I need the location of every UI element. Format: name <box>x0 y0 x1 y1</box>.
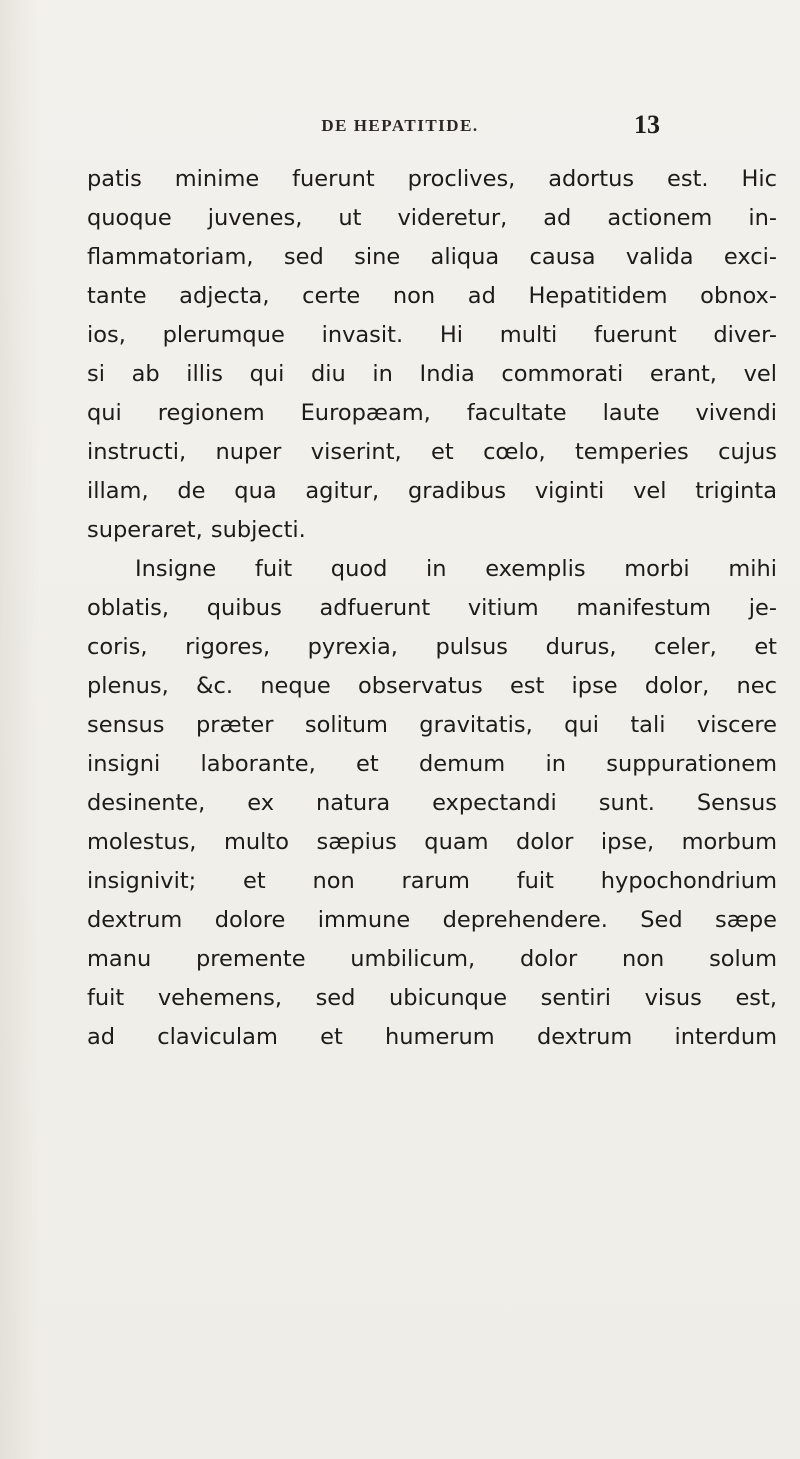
text-line: molestus, multo sæpius quam dolor ipse, morbum <box>87 829 777 855</box>
text-line: ios, plerumque invasit. Hi multi fuerunt diver- <box>87 322 777 348</box>
text-line: instructi, nuper viserint, et cœlo, temperies cujus <box>87 439 777 465</box>
text-line: si ab illis qui diu in India commorati erant, vel <box>87 361 777 387</box>
text-line: plenus, &c. neque observatus est ipse dolor, nec <box>87 673 777 699</box>
text-line: flammatoriam, sed sine aliqua causa valida exci- <box>87 244 777 270</box>
text-line: fuit vehemens, sed ubicunque sentiri visus est, <box>87 985 777 1011</box>
page-header <box>0 110 800 148</box>
running-head: DE HEPATITIDE. <box>321 116 479 135</box>
text-line: dextrum dolore immune deprehendere. Sed sæpe <box>87 907 777 933</box>
text-line: illam, de qua agitur, gradibus viginti vel triginta <box>87 478 777 504</box>
text-line: quoque juvenes, ut videretur, ad actionem in- <box>87 205 777 231</box>
page-number: 13 <box>634 110 660 139</box>
body-text <box>87 160 777 1057</box>
text-line: superaret, subjecti. <box>87 517 306 543</box>
text-line: insigni laborante, et demum in suppurationem <box>87 751 777 777</box>
text-line: patis minime fuerunt proclives, adortus est. Hic <box>87 166 777 192</box>
text-line: insignivit; et non rarum fuit hypochondrium <box>87 868 777 894</box>
paragraph-start-line: Insigne fuit quod in exemplis morbi mihi <box>135 556 777 582</box>
text-line: tante adjecta, certe non ad Hepatitidem obnox- <box>87 283 777 309</box>
text-line: qui regionem Europæam, facultate laute vivendi <box>87 400 777 426</box>
text-line: coris, rigores, pyrexia, pulsus durus, celer, et <box>87 634 777 660</box>
text-line: oblatis, quibus adfuerunt vitium manifestum je- <box>87 595 777 621</box>
text-line: manu premente umbilicum, dolor non solum <box>87 946 777 972</box>
text-line: sensus præter solitum gravitatis, qui tali viscere <box>87 712 777 738</box>
text-line: desinente, ex natura expectandi sunt. Sensus <box>87 790 777 816</box>
text-line: ad claviculam et humerum dextrum interdum <box>87 1024 777 1050</box>
